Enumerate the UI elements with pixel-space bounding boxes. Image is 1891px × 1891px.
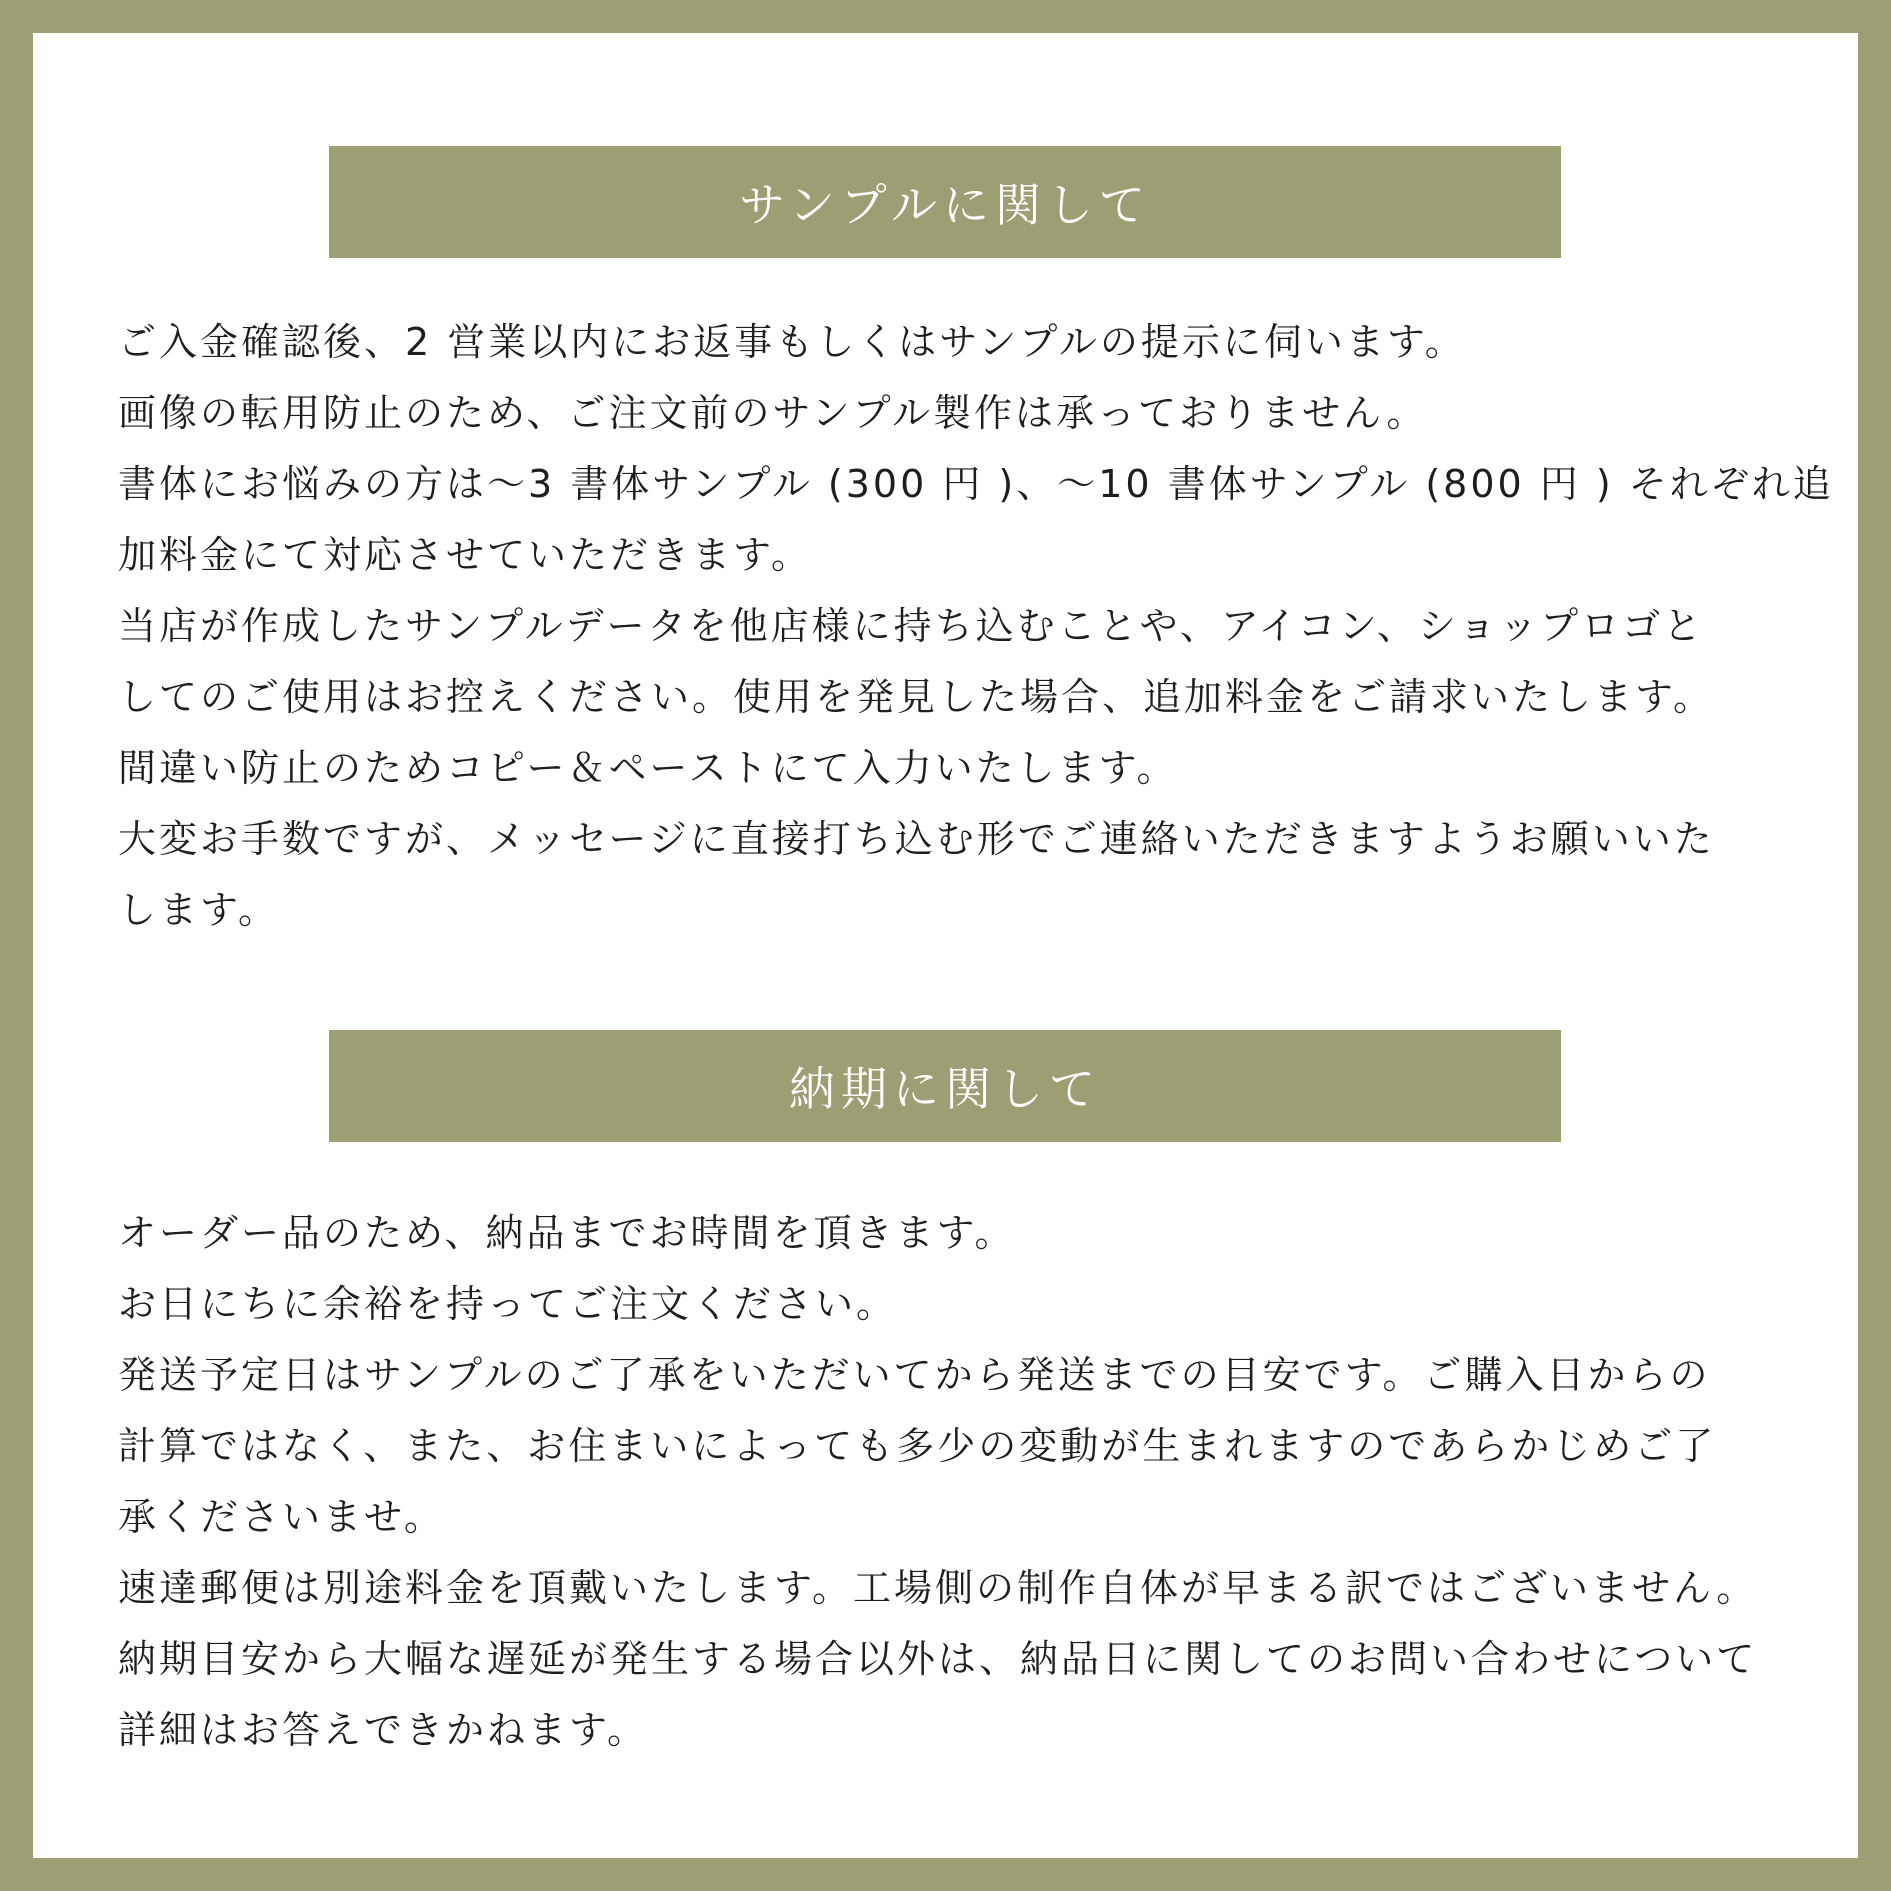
delivery-line: 承くださいませ。	[118, 1495, 445, 1539]
delivery-line: お日にちに余裕を持ってご注文ください。	[118, 1282, 898, 1326]
delivery-line: 詳細はお答えできかねます。	[118, 1708, 648, 1752]
sample-line: ご入金確認後、2 営業以内にお返事もしくはサンプルの提示に伺います。	[118, 320, 1466, 364]
content-frame	[33, 33, 1858, 1858]
delivery-section-title: 納期に関して	[789, 1062, 1101, 1116]
sample-line: してのご使用はお控えください。使用を発見した場合、追加料金をご請求いたします。	[118, 675, 1714, 719]
delivery-line: 速達郵便は別途料金を頂戴いたします。工場側の制作自体が早まる訳ではございません。	[118, 1566, 1758, 1610]
sample-line: します。	[118, 888, 279, 932]
sample-section-title: サンプルに関して	[739, 178, 1151, 232]
delivery-line: 納期目安から大幅な遅延が発生する場合以外は、納品日に関してのお問い合わせについて	[118, 1637, 1758, 1681]
sample-line: 加料金にて対応させていただきます。	[118, 533, 812, 577]
delivery-line: 発送予定日はサンプルのご了承をいただいてから発送までの目安です。ご購入日からの	[118, 1353, 1711, 1397]
sample-line: 画像の転用防止のため、ご注文前のサンプル製作は承っておりません。	[118, 391, 1428, 435]
sample-section-body	[118, 307, 1834, 946]
delivery-section-header	[329, 1030, 1561, 1142]
sample-line: 大変お手数ですが、メッセージに直接打ち込む形でご連絡いただきますようお願いいた	[118, 817, 1715, 861]
delivery-line: 計算ではなく、また、お住まいによっても多少の変動が生まれますのであらかじめご了	[118, 1424, 1717, 1468]
sample-section-header	[329, 146, 1561, 258]
delivery-line: オーダー品のため、納品までお時間を頂きます。	[118, 1211, 1016, 1255]
delivery-section-body	[118, 1198, 1798, 1766]
sample-line: 書体にお悩みの方は〜3 書体サンプル (300 円 )、〜10 書体サンプル (800 円 ) それぞれ追	[118, 462, 1834, 506]
sample-line: 当店が作成したサンプルデータを他店様に持ち込むことや、アイコン、ショップロゴと	[118, 604, 1705, 648]
sample-line: 間違い防止のためコピー＆ペーストにて入力いたします。	[118, 746, 1178, 790]
